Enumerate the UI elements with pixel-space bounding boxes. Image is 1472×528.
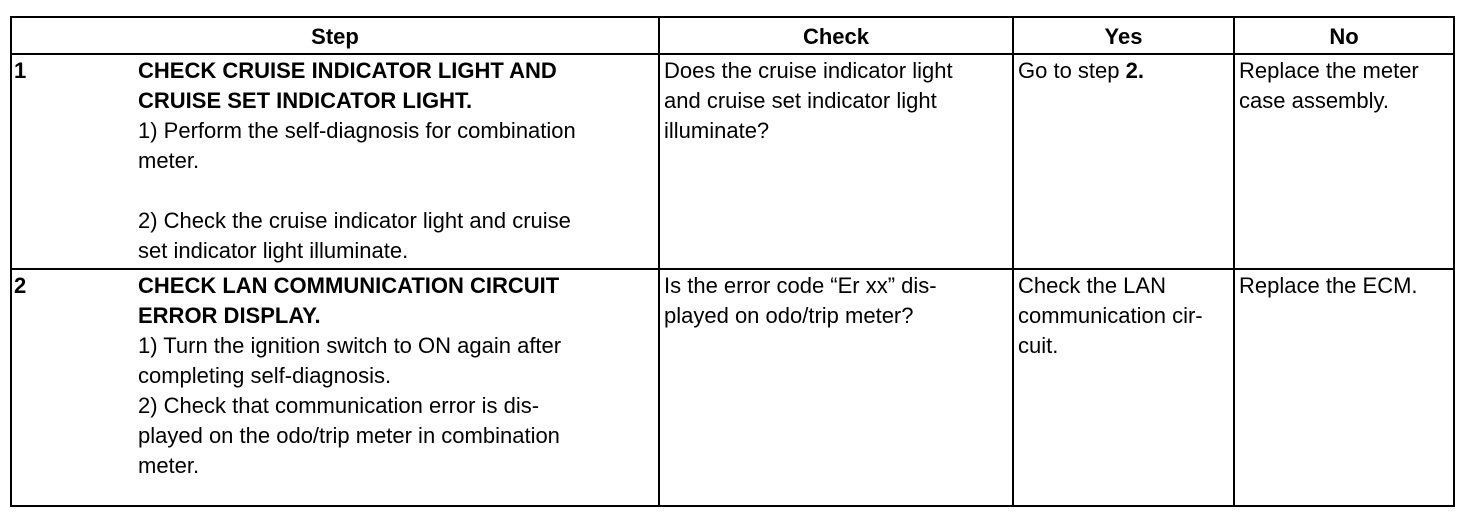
step-title-line: CHECK CRUISE INDICATOR LIGHT AND: [138, 58, 557, 83]
check-line: Is the error code “Er xx” dis-: [664, 273, 937, 298]
check-line: played on odo/trip meter?: [664, 303, 914, 328]
step-description: [136, 54, 659, 269]
step-title-line: CHECK LAN COMMUNICATION CIRCUIT: [138, 273, 560, 298]
table-row: [11, 54, 1454, 269]
check-cell: [659, 54, 1013, 269]
check-line: illuminate?: [664, 118, 770, 143]
yes-step-ref: 2.: [1125, 58, 1144, 83]
step-description: [136, 269, 659, 506]
header-row: [11, 17, 1454, 54]
step-title-line: CRUISE SET INDICATOR LIGHT.: [138, 88, 473, 113]
substep-line: played on the odo/trip meter in combination: [138, 423, 560, 448]
no-line: Replace the meter: [1239, 58, 1419, 83]
yes-cell: [1013, 54, 1234, 269]
no-line: case assembly.: [1239, 88, 1389, 113]
check-cell: [659, 269, 1013, 506]
yes-line: communication cir-: [1018, 303, 1203, 328]
substep-line: 2) Check the cruise indicator light and cruise: [138, 208, 571, 233]
yes-line: cuit.: [1018, 333, 1059, 358]
yes-cell: [1013, 269, 1234, 506]
header-no: No: [1234, 17, 1454, 54]
no-line: Replace the ECM.: [1239, 273, 1418, 298]
substep-line: 1) Perform the self-diagnosis for combination: [138, 118, 576, 143]
yes-line: Check the LAN: [1018, 273, 1166, 298]
substep-line: meter.: [138, 453, 200, 478]
substep-line: 1) Turn the ignition switch to ON again after: [138, 333, 562, 358]
yes-text: Go to step: [1018, 58, 1126, 83]
check-line: and cruise set indicator light: [664, 88, 937, 113]
table-row: [11, 269, 1454, 506]
step-title-line: ERROR DISPLAY.: [138, 303, 321, 328]
step-number: 1: [11, 54, 136, 269]
substep-line: set indicator light illuminate.: [138, 238, 409, 263]
substep-line: meter.: [138, 148, 200, 173]
spacer: [138, 176, 654, 206]
no-cell: [1234, 54, 1454, 269]
no-cell: [1234, 269, 1454, 506]
header-check: Check: [659, 17, 1013, 54]
substep-line: 2) Check that communication error is dis-: [138, 393, 540, 418]
step-number: 2: [11, 269, 136, 506]
substep-line: completing self-diagnosis.: [138, 363, 392, 388]
header-yes: Yes: [1013, 17, 1234, 54]
header-step: Step: [11, 17, 659, 54]
check-line: Does the cruise indicator light: [664, 58, 953, 83]
diagnostic-table: [10, 16, 1455, 507]
